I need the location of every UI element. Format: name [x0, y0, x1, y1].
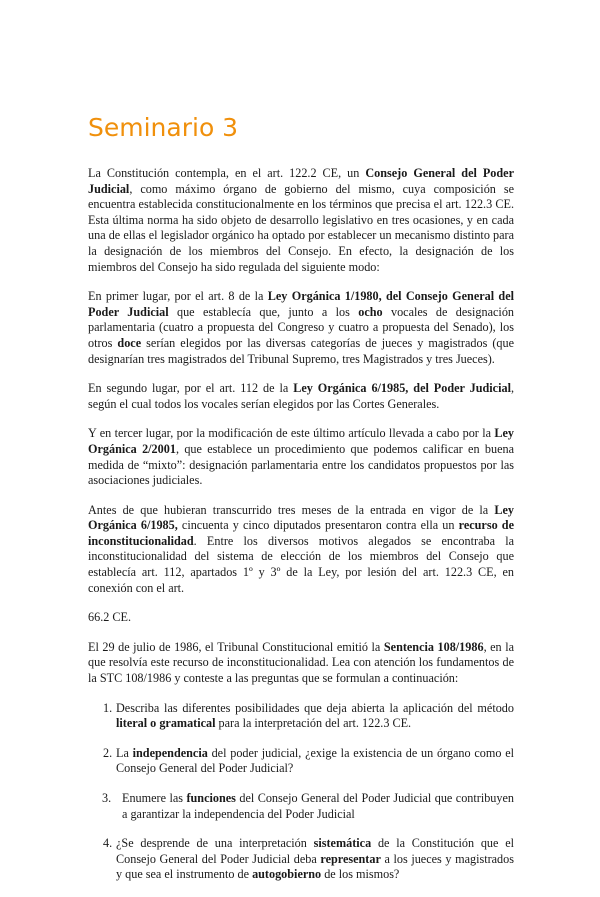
question-item: [88, 701, 514, 732]
text-segment: para la interpretación del art. 122.3 CE.: [215, 716, 412, 731]
question-number: 3.: [102, 791, 112, 805]
text-segment: Enumere las: [122, 791, 187, 805]
body-paragraph: [88, 503, 514, 597]
text-segment: , que establece un procedimiento que podemos calificar en buena medida de “mixto”: designación parlamentaria entre los candidatos propuestos por las asociaciones judiciales.: [88, 441, 514, 488]
text-segment: a los jueces y magistrados y que sea el instrumento de: [116, 851, 514, 882]
text-segment: , en la que resolvía este recurso de inconstitucionalidad. Lea con atención los fundamentos de la STC 108/1986 y conteste a las preguntas que se formulan a continuación:: [88, 639, 514, 686]
text-segment: serían elegidos por las diversas categorías de jueces y magistrados (que designarían tres magistrados del Tribunal Supremo, tres Magistrados y tres Jueces).: [88, 335, 515, 366]
text-segment: El 29 de julio de 1986, el Tribunal Constitucional emitió la: [88, 639, 384, 654]
text-segment: En primer lugar, por el art. 8 de la: [88, 289, 268, 304]
question-item: [88, 746, 514, 777]
text-segment: Antes de que hubieran transcurrido tres meses de la entrada en vigor de la: [88, 502, 495, 517]
question-item: [88, 836, 514, 883]
body-paragraph: [88, 426, 514, 488]
bold-text-segment: Ley Orgánica 1/1980, del Consejo General del Poder Judicial: [88, 289, 514, 319]
text-segment: . Entre los diversos motivos alegados se encontraba la inconstitucionalidad del sistema de elección de los miembros del Consejo que establecía art. 112, apartados 1º y 3º de la Ley, por lesión del art. 122.3 CE, en conexión con el art.: [88, 533, 514, 595]
text-segment: que establecía que, junto a los: [168, 304, 359, 319]
text-segment: En segundo lugar, por el art. 112 de la: [88, 381, 294, 396]
bold-text-segment: autogobierno: [252, 867, 322, 882]
text-segment: , como máximo órgano de gobierno del mismo, cuya composición se encuentra establecida constitucionalmente en los términos que precisa el art. 122.3 CE. Esta última norma ha sido objeto de desarrollo legislativo en tres ocasiones, y en cada una de ellas el legislador orgánico ha optado por establecer un mecanismo distinto para la designación de los miembros del Consejo. En efecto, la designación de los miembros del Consejo ha sido regulada del siguiente modo:: [88, 181, 514, 274]
text-segment: La: [116, 745, 133, 760]
bold-text-segment: Ley Orgánica 2/2001: [88, 426, 514, 456]
body-paragraph: [88, 166, 514, 275]
body-paragraph: [88, 610, 514, 626]
bold-text-segment: Sentencia 108/1986: [383, 639, 484, 654]
bold-text-segment: Consejo General del Poder Judicial: [88, 166, 515, 196]
text-segment: vocales de designación parlamentaria (cuatro a propuesta del Congreso y cuatro a propuesta del Senado), los otros: [88, 304, 515, 350]
question-item: [88, 791, 514, 822]
bold-text-segment: funciones: [186, 791, 236, 805]
bold-text-segment: representar: [320, 851, 381, 866]
question-text: [116, 701, 514, 731]
text-segment: cincuenta y cinco diputados presentaron contra ella un: [177, 518, 459, 533]
question-text: [116, 746, 514, 776]
body-paragraph: [88, 640, 514, 687]
text-segment: Describa las diferentes posibilidades que deja abierta la aplicación del método: [116, 700, 514, 715]
bold-text-segment: independencia: [132, 745, 208, 760]
text-segment: de los mismos?: [321, 867, 400, 882]
text-segment: de la Constitución que el Consejo General del Poder Judicial deba: [116, 836, 514, 866]
page-title: Seminario 3: [88, 113, 239, 142]
bold-text-segment: doce: [117, 335, 142, 350]
question-number: 4.: [103, 836, 113, 851]
document-body: [88, 166, 514, 897]
text-segment: ¿Se desprende de una interpretación: [116, 836, 314, 851]
text-segment: del poder judicial, ¿exige la existencia de un órgano como el Consejo General del Poder Judicial?: [116, 745, 514, 776]
bold-text-segment: Ley Orgánica 6/1985, del Poder Judicial: [293, 381, 511, 396]
bold-text-segment: recurso de inconstitucionalidad: [88, 518, 514, 548]
bold-text-segment: literal o gramatical: [116, 716, 216, 731]
text-segment: del Consejo General del Poder Judicial que contribuyen a garantizar la independencia del Poder Judicial: [122, 791, 514, 821]
question-number: 2.: [103, 745, 113, 760]
body-paragraph: [88, 381, 514, 412]
question-number: 1.: [103, 700, 113, 715]
question-list: [88, 701, 514, 883]
text-segment: Y en tercer lugar, por la modificación de este último artículo llevada a cabo por la: [88, 426, 495, 441]
text-segment: La Constitución contempla, en el art. 122.2 CE, un: [88, 166, 366, 180]
text-segment: , según el cual todos los vocales serían elegidos por las Cortes Generales.: [88, 381, 514, 411]
question-text: [116, 836, 514, 881]
bold-text-segment: sistemática: [313, 836, 372, 851]
paragraph-list: [88, 166, 514, 687]
bold-text-segment: ocho: [358, 304, 383, 319]
question-text: [122, 791, 514, 821]
bold-text-segment: Ley Orgánica 6/1985,: [88, 502, 514, 533]
text-segment: 66.2 CE.: [88, 610, 131, 625]
body-paragraph: [88, 289, 514, 367]
